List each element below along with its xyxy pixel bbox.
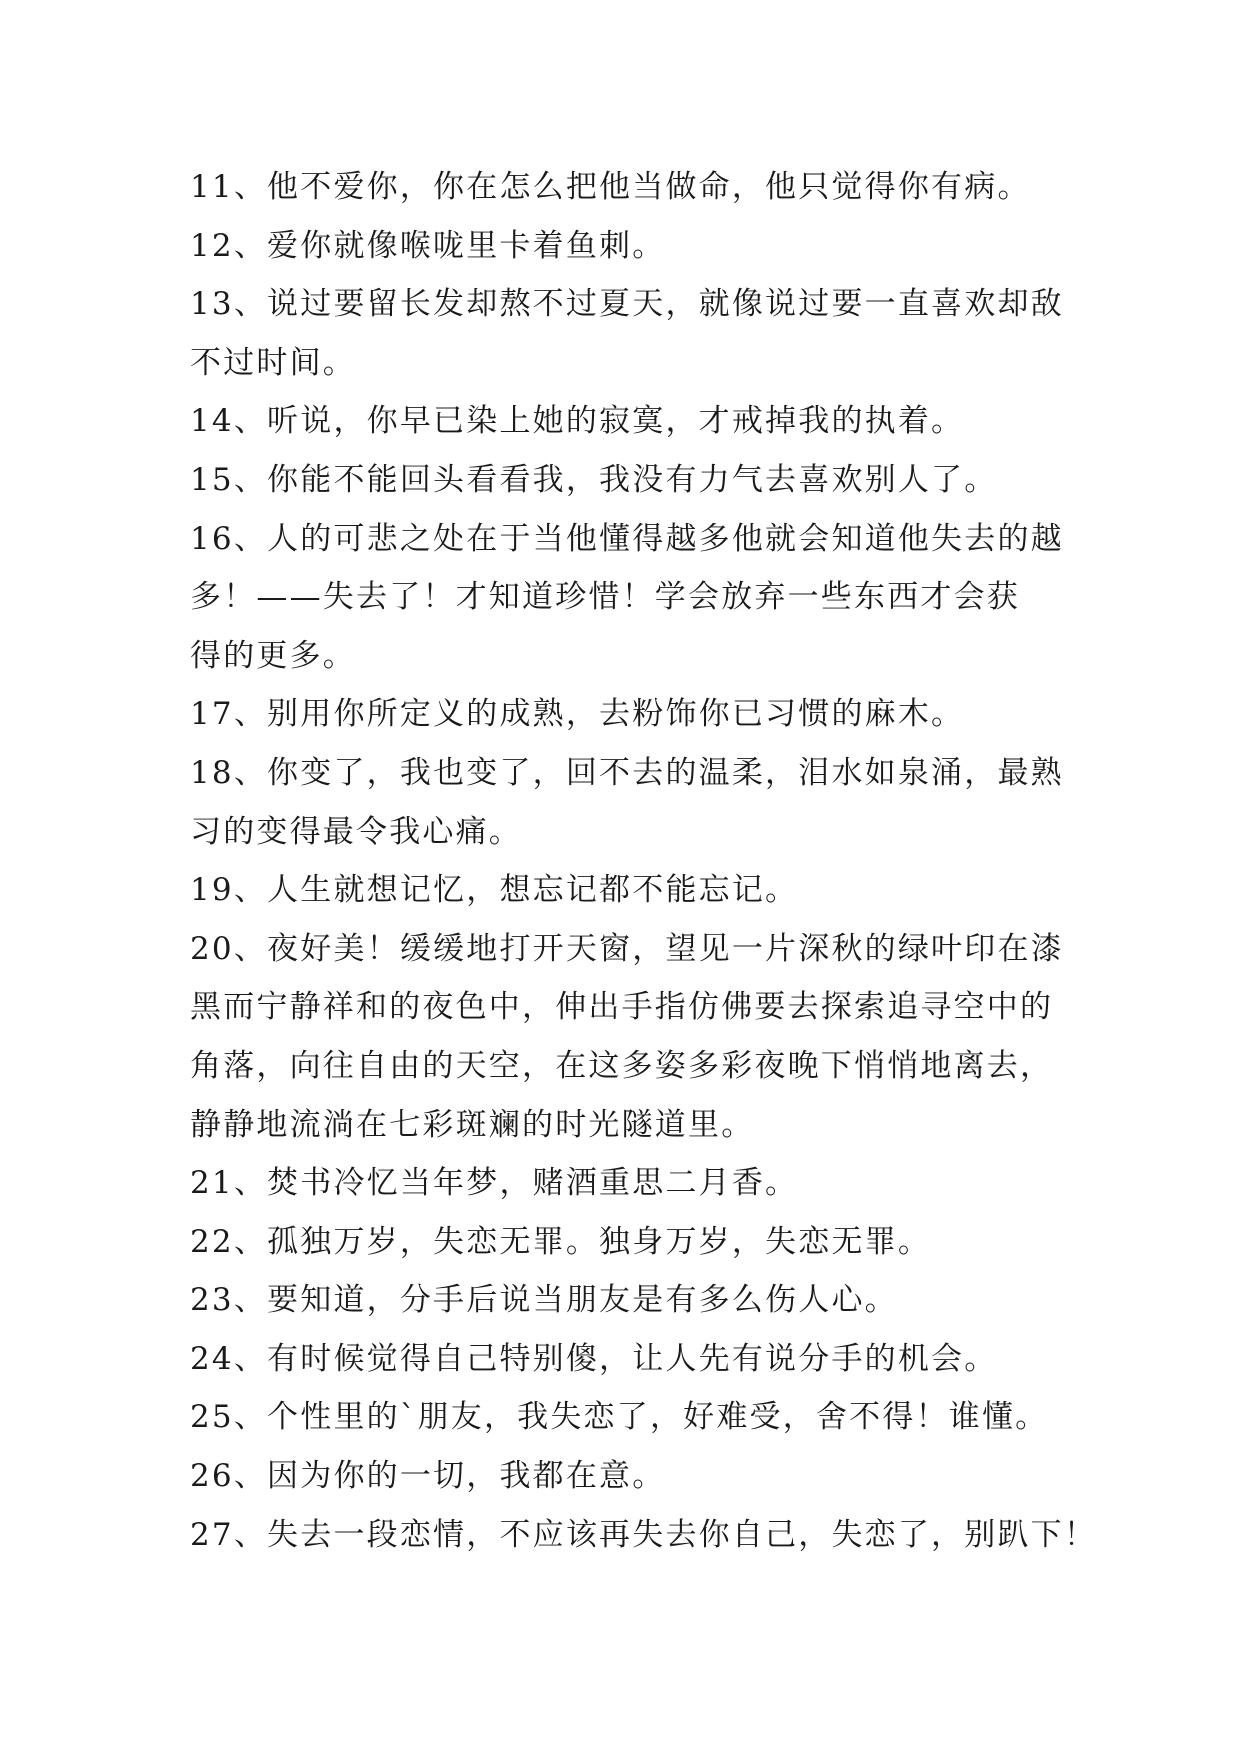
text-line: 12、爱你就像喉咙里卡着鱼刺。 [190, 227, 666, 264]
text-line: 多！——失去了！才知道珍惜！学会放弃一些东西才会获 [190, 579, 1020, 616]
text-line: 25、个性里的`朋友，我失恋了，好难受，舍不得！谁懂。 [190, 1399, 1049, 1436]
text-line: 黑而宁静祥和的夜色中，伸出手指仿佛要去探索追寻空中的 [190, 989, 1054, 1026]
text-line: 习的变得最令我心痛。 [190, 813, 522, 850]
text-line: 19、人生就想记忆，想忘记都不能忘记。 [190, 872, 799, 909]
text-line: 13、说过要留长发却熬不过夏天，就像说过要一直喜欢却敌 [190, 286, 1064, 323]
text-line: 23、要知道，分手后说当朋友是有多么伤人心。 [190, 1282, 898, 1319]
text-line: 26、因为你的一切，我都在意。 [190, 1458, 666, 1495]
text-line: 不过时间。 [190, 344, 356, 381]
text-line: 14、听说，你早已染上她的寂寞，才戒掉我的执着。 [190, 403, 965, 440]
text-line: 角落，向往自由的天空，在这多姿多彩夜晚下悄悄地离去， [190, 1047, 1054, 1084]
text-line: 21、焚书冷忆当年梦，赌酒重思二月香。 [190, 1165, 799, 1202]
text-line: 22、孤独万岁，失恋无罪。独身万岁，失恋无罪。 [190, 1223, 932, 1260]
text-line: 17、别用你所定义的成熟，去粉饰你已习惯的麻木。 [190, 696, 965, 733]
text-line: 20、夜好美！缓缓地打开天窗，望见一片深秋的绿叶印在漆 [190, 930, 1064, 967]
text-line: 16、人的可悲之处在于当他懂得越多他就会知道他失去的越 [190, 520, 1064, 557]
text-line: 18、你变了，我也变了，回不去的温柔，泪水如泉涌，最熟 [190, 754, 1064, 791]
text-line: 静静地流淌在七彩斑斓的时光隧道里。 [190, 1106, 755, 1143]
text-line: 11、他不爱你，你在怎么把他当做命，他只觉得你有病。 [190, 169, 1031, 205]
text-line: 24、有时候觉得自己特别傻，让人先有说分手的机会。 [190, 1340, 998, 1377]
text-line: 15、你能不能回头看看我，我没有力气去喜欢别人了。 [190, 461, 998, 498]
text-line: 27、失去一段恋情，不应该再失去你自己，失恋了，别趴下！ [190, 1516, 1098, 1553]
document-body [190, 158, 1098, 1564]
text-line: 得的更多。 [190, 637, 356, 674]
